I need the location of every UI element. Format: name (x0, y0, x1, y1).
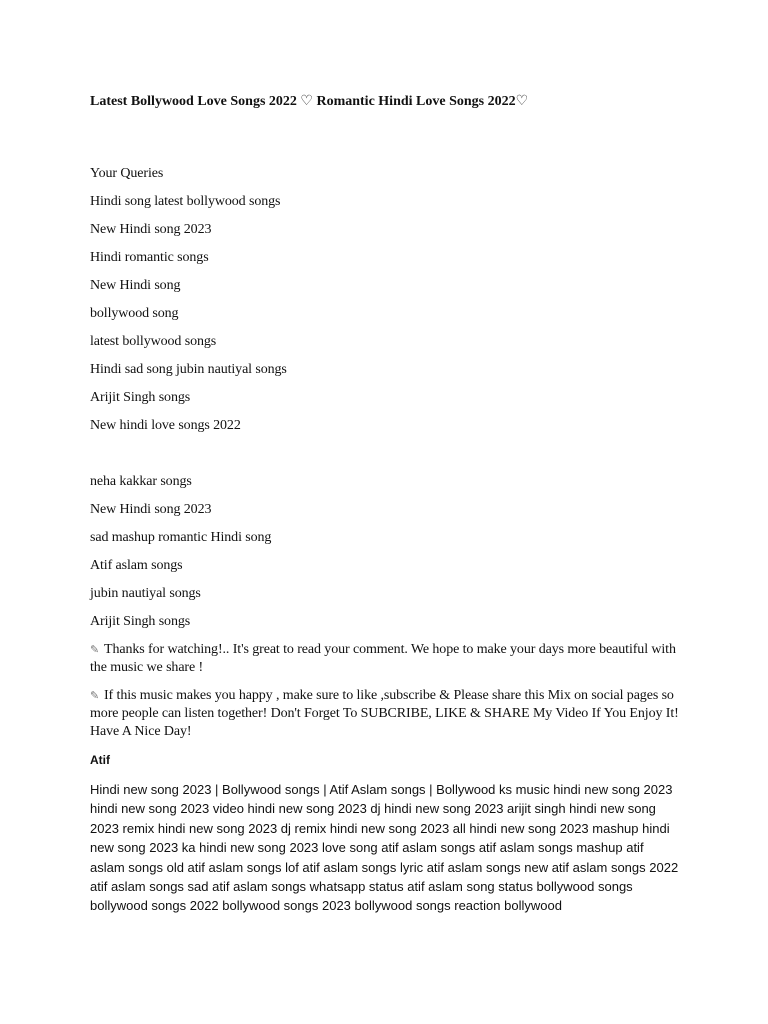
queries-heading: Your Queries (90, 166, 164, 181)
query-item: latest bollywood songs (90, 334, 217, 349)
query-item: bollywood song (90, 306, 179, 321)
query-item: sad mashup romantic Hindi song (90, 530, 272, 545)
query-item: neha kakkar songs (90, 474, 192, 489)
query-item: jubin nautiyal songs (90, 586, 201, 601)
query-item: Arijit Singh songs (90, 614, 191, 629)
share-text: If this music makes you happy , make sure to like ,subscribe & Please share this Mix on social pages so more people can listen together! Don't Forget To SUBCRIBE, LIKE & SHARE My Video If You Enjoy It! Have A Nice Day! (90, 688, 679, 739)
query-item: Hindi romantic songs (90, 250, 209, 265)
query-item: Hindi sad song jubin nautiyal songs (90, 362, 287, 377)
query-item: Atif aslam songs (90, 558, 183, 573)
section-subheading: Atif (90, 753, 110, 767)
query-item: Hindi song latest bollywood songs (90, 194, 281, 209)
query-item: Arijit Singh songs (90, 390, 191, 405)
query-item: New hindi love songs 2022 (90, 418, 241, 433)
thanks-text: Thanks for watching!.. It's great to read your comment. We hope to make your days more beautiful with the music we share ! (90, 642, 676, 675)
query-item: New Hindi song (90, 278, 181, 293)
pencil-icon: ✎ (90, 689, 100, 702)
document-title: Latest Bollywood Love Songs 2022 ♡ Romantic Hindi Love Songs 2022♡ (90, 94, 529, 109)
query-item: New Hindi song 2023 (90, 502, 212, 517)
share-paragraph (90, 687, 680, 741)
pencil-icon: ✎ (90, 643, 100, 656)
tags-paragraph: Hindi new song 2023 | Bollywood songs | Atif Aslam songs | Bollywood ks music hindi new song 2023 hindi new song 2023 video hindi new song 2023 dj hindi new song 2023 arijit singh hindi new song 2023 remix hindi new song 2023 dj remix hindi new song 2023 all hindi new song 2023 mashup hindi new song 2023 ka hindi new song 2023 love song atif aslam songs atif aslam songs mashup atif aslam songs old atif aslam songs lof atif aslam songs lyric atif aslam songs new atif aslam songs 2022 atif aslam songs sad atif aslam songs whatsapp status atif aslam song status bollywood songs bollywood songs 2022 bollywood songs 2023 bollywood songs reaction bollywood (90, 782, 679, 914)
query-item: New Hindi song 2023 (90, 222, 212, 237)
thanks-paragraph (90, 641, 680, 677)
